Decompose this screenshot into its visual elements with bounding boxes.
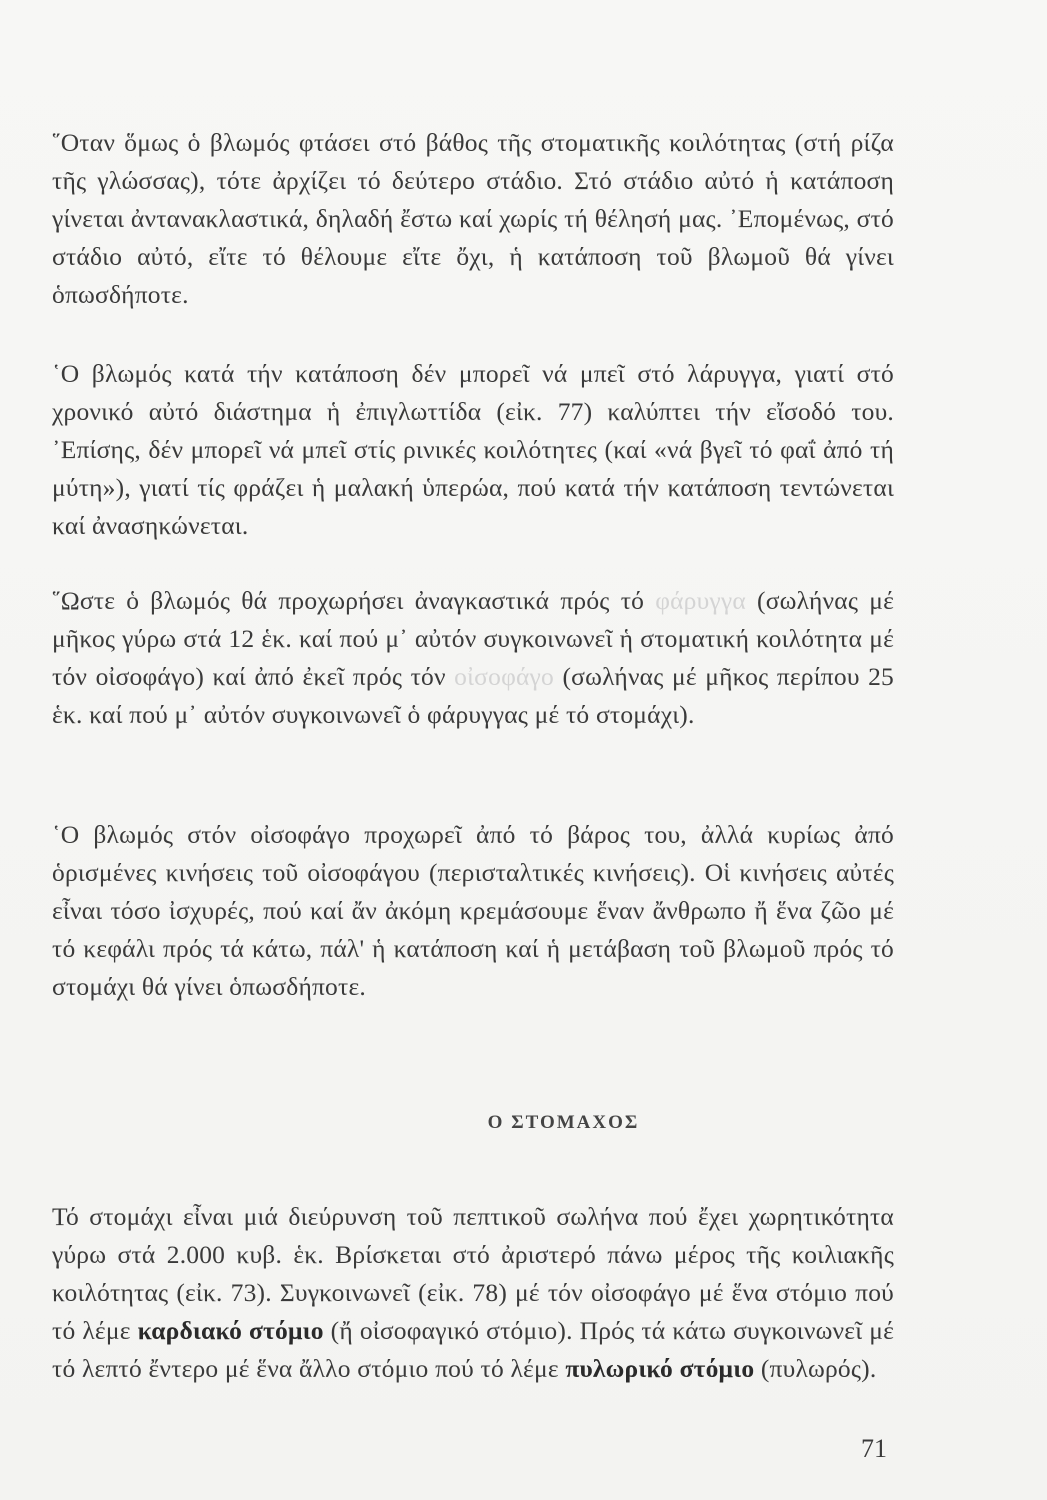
page-number: 71 (861, 1434, 887, 1463)
paragraph-peristalsis (52, 816, 894, 1006)
bold-term-cardiac-orifice: καρδιακό στόμιο (137, 1316, 324, 1345)
paragraph-text-before: ῞Ωστε ὁ βλωμός θά προχωρήσει ἀναγκαστικά πρός τό (52, 586, 656, 615)
paragraph-text: Τό στομάχι εἶναι μιά διεύρυνση τοῦ πεπτικοῦ σωλήνα πού ἔχει χωρητικότητα γύρω στά 2.000 κυβ. ἑκ. Βρίσκεται στό ἀριστερό πάνω μέρος τῆς κοιλιακῆς κοιλότητας (εἰκ. 73). Συγκοινωνεῖ (εἰκ. 78) μέ τόν οἰσοφάγο μέ ἕνα στόμιο πού τό λέμε (52, 1202, 894, 1345)
faded-term-pharynx: φάρυγγα (655, 586, 746, 615)
paragraph-text-middle: (σωλήνας μέ μῆκος γύρω στά 12 ἑκ. καί πού μ᾿ αὐτόν συγκοινωνεῖ ἡ στοματική κοιλότητα μέ τόν οἰσοφάγο) καί ἀπό ἐκεῖ πρός τόν (52, 586, 895, 691)
paragraph-text: ῾Ο βλωμός κατά τήν κατάποση δέν μπορεῖ νά μπεῖ στό λάρυγγα, γιατί στό χρονικό αὐτό διάστημα ἡ ἐπιγλωττίδα (εἰκ. 77) καλύπτει τήν εἴσοδό του. ᾿Επίσης, δέν μπορεῖ νά μπεῖ στίς ρινικές κοιλότητες (καί «νά βγεῖ τό φαΐ ἀπό τή μύτη»), γιατί τίς φράζει ἡ μαλακή ὑπερώα, πού κατά τήν κατάποση τεντώνεται καί ἀνασηκώνεται. (52, 359, 894, 540)
paragraph-text: ῞Οταν ὅμως ὁ βλωμός φτάσει στό βάθος τῆς στοματικῆς κοιλότητας (στή ρίζα τῆς γλώσσας), τότε ἀρχίζει τό δεύτερο στάδιο. Στό στάδιο αὐτό ἡ κατάποση γίνεται ἀντανακλαστικά, δηλαδή ἔστω καί χωρίς τή θέλησή μας. ᾿Επομένως, στό στάδιο αὐτό, εἴτε τό θέλουμε εἴτε ὄχι, ἡ κατάποση τοῦ βλωμοῦ θά γίνει ὁπωσδήποτε. (52, 128, 894, 309)
paragraph-text: (πυλωρός). (754, 1354, 877, 1383)
paragraph-pharynx-esophagus (52, 582, 894, 734)
paragraph-text: ῾Ο βλωμός στόν οἰσοφάγο προχωρεῖ ἀπό τό βάρος του, ἀλλά κυρίως ἀπό ὁρισμένες κινήσεις τοῦ οἰσοφάγου (περισταλτικές κινήσεις). Οἱ κινήσεις αὐτές εἶναι τόσο ἰσχυρές, πού καί ἄν ἀκόμη κρεμάσουμε ἕναν ἄνθρωπο ἤ ἕνα ζῶο μέ τό κεφάλι πρός τά κάτω, πάλ' ἡ κατάποση καί ἡ μετάβαση τοῦ βλωμοῦ πρός τό στομάχι θά γίνει ὁπωσδήποτε. (52, 820, 894, 1001)
paragraph-stomach (52, 1198, 894, 1388)
paragraph-swallowing-second-stage (52, 124, 894, 314)
paragraph-text-after: (σωλήνας μέ μῆκος περίπου 25 ἑκ. καί πού μ᾿ αὐτόν συγκοινωνεῖ ὁ φάρυγγας μέ τό στομάχι). (52, 662, 894, 729)
paragraph-text: (ἤ οἰσοφαγικό στόμιο). Πρός τά κάτω συγκοινωνεῖ μέ τό λεπτό ἔντερο μέ ἕνα ἄλλο στόμιο πού τό λέμε (52, 1316, 894, 1383)
faded-term-esophagus: οἰσοφάγο (454, 662, 554, 691)
bold-term-pyloric-orifice: πυλωρικό στόμιο (565, 1354, 755, 1383)
paragraph-bolus-path (52, 355, 894, 545)
section-heading: Ο ΣΤΟΜΑΧΟΣ (487, 1112, 640, 1133)
